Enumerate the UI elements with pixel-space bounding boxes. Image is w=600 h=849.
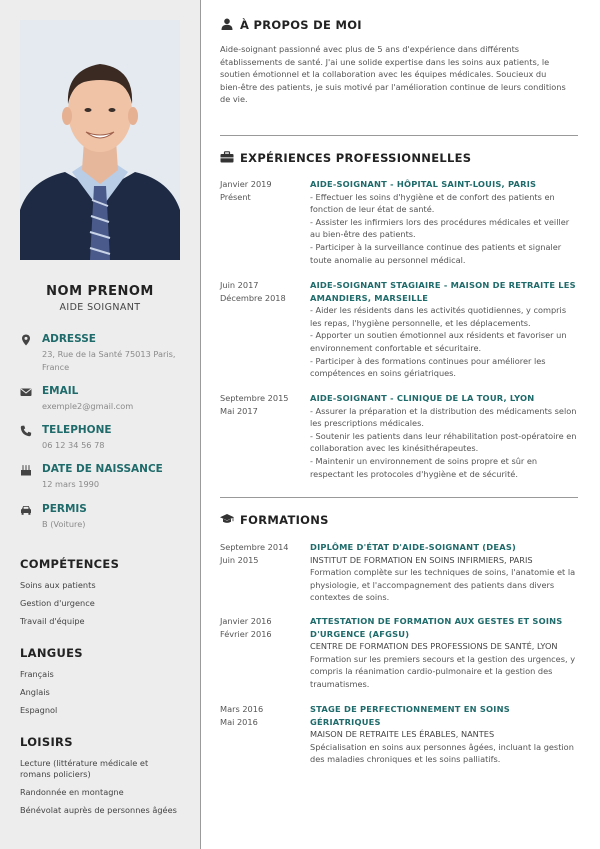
hobby-item: Randonnée en montagne: [20, 787, 124, 797]
experience-entry: [220, 279, 580, 384]
experience-entry: [220, 392, 580, 484]
entry-body: [310, 615, 580, 691]
entry-date-start: Janvier 2019: [220, 179, 272, 189]
entry-line: respectant les protocoles d'hygiène et de sécurité.: [310, 468, 518, 479]
about-line: établissements de santé. J'ai une solide expertise dans les soins aux patients, le: [220, 56, 550, 67]
column-divider: [200, 0, 201, 849]
contact-address-label: ADRESSE: [42, 333, 96, 345]
experience-entry: [220, 178, 580, 270]
entry-title: AIDE-SOIGNANT STAGIAIRE - MAISON DE RETRAITE LES: [310, 280, 576, 290]
experience-title-text: EXPÉRIENCES PROFESSIONNELLES: [240, 151, 472, 165]
skill-item: Travail d'équipe: [20, 616, 85, 626]
entry-line: - Assister les infirmiers lors des procédures médicales et veiller: [310, 216, 570, 227]
entry-line: les prescriptions médicales.: [310, 418, 424, 429]
profile-name: NOM PRENOM: [46, 284, 154, 299]
entry-line: les repas, l'hygiène personnelle, et les déplacements.: [310, 317, 531, 328]
entry-date-start: Septembre 2014: [220, 542, 289, 552]
entry-title: AIDE-SOIGNANT - HÔPITAL SAINT-LOUIS, PARIS: [310, 179, 537, 189]
entry-line: - Soutenir les patients dans leur réhabilitation post-opératoire en: [310, 430, 577, 441]
entry-line: contextes de soins.: [310, 592, 390, 603]
entry-line: fonction de leur état de santé.: [310, 204, 435, 215]
about-title-text: À PROPOS DE MOI: [240, 18, 362, 32]
contact-email-label: EMAIL: [42, 385, 79, 397]
entry-line: collaboration avec les kinésithérapeutes.: [310, 443, 479, 454]
entry-dates: [220, 392, 305, 417]
entry-line: Formation sur les premiers secours et la gestion des urgences, y: [310, 653, 576, 664]
contact-license-value: B (Voiture): [42, 519, 86, 529]
entry-date-start: Mars 2016: [220, 704, 264, 714]
entry-line: - Effectuer les soins d'hygiène et de confort des patients en: [310, 191, 555, 202]
entry-line: au bien-être des patients.: [310, 229, 416, 240]
entry-title: DIPLÔME D'ÉTAT D'AIDE-SOIGNANT (DEAS): [310, 542, 516, 552]
sidebar: [0, 0, 200, 849]
entry-line: - Maintenir un environnement de soins propre et sûr en: [310, 455, 538, 466]
entry-title: AMANDIERS, MARSEILLE: [310, 292, 429, 303]
entry-date-end: Juin 2015: [220, 554, 259, 565]
contact-birthdate-value: 12 mars 1990: [42, 479, 100, 489]
entry-title: ATTESTATION DE FORMATION AUX GESTES ET SOINS: [310, 616, 563, 626]
skill-item: Gestion d'urgence: [20, 598, 95, 608]
entry-dates: [220, 178, 305, 203]
location-pin-icon: [20, 334, 32, 346]
entry-body: [310, 703, 580, 766]
profile-photo: [20, 20, 180, 260]
contact-birthdate: [20, 463, 190, 491]
entry-dates: [220, 615, 305, 640]
entry-line: - Aider les résidents dans les activités quotidiennes, y compris: [310, 305, 567, 316]
contact-address: [20, 333, 190, 373]
entry-dates: [220, 541, 305, 566]
about-line: bien-être des patients, je suis motivé par l'amélioration continue de leurs conditions: [220, 81, 566, 92]
about-section-title: [220, 18, 362, 32]
entry-date-start: Janvier 2016: [220, 616, 272, 626]
entry-date-end: Février 2016: [220, 628, 272, 639]
entry-date-end: Mai 2017: [220, 405, 258, 416]
skills-title: COMPÉTENCES: [20, 557, 120, 571]
entry-body: [310, 541, 580, 604]
entry-line: - Participer à la surveillance continue des patients et signaler: [310, 241, 562, 252]
entry-title: AIDE-SOIGNANT - CLINIQUE DE LA TOUR, LYON: [310, 393, 535, 403]
contact-phone-value[interactable]: 06 12 34 56 78: [42, 440, 105, 450]
experience-section-title: [220, 151, 471, 165]
hobby-item: Lecture (littérature médicale et romans policiers): [20, 758, 149, 779]
section-divider: [220, 135, 578, 136]
entry-line: - Assurer la préparation et la distribution des médicaments selon: [310, 405, 577, 416]
car-icon: [20, 504, 32, 516]
about-line: soutien émotionnel et la collaboration avec les équipes médicales. Soucieux du: [220, 69, 547, 80]
contact-phone: [20, 424, 190, 452]
entry-institution: INSTITUT DE FORMATION EN SOINS INFIRMIERS, PARIS: [310, 554, 533, 565]
entry-date-end: Décembre 2018: [220, 292, 286, 303]
entry-body: [310, 279, 580, 380]
entry-line: physiologie, et l'accompagnement des patients dans divers: [310, 579, 555, 590]
entry-date-start: Septembre 2015: [220, 393, 289, 403]
entry-body: [310, 392, 580, 480]
hobby-item: Bénévolat auprès de personnes âgées: [20, 805, 177, 815]
graduation-cap-icon: [220, 513, 234, 525]
entry-institution: CENTRE DE FORMATION DES PROFESSIONS DE SANTÉ, LYON: [310, 641, 558, 652]
entry-line: traumatismes.: [310, 678, 370, 689]
entry-line: compris la réanimation cardio-pulmonaire et la gestion des: [310, 666, 553, 677]
section-divider: [220, 497, 578, 498]
entry-dates: [220, 279, 305, 304]
user-icon: [220, 18, 234, 30]
entry-date-start: Juin 2017: [220, 280, 259, 290]
entry-institution: MAISON DE RETRAITE LES ÉRABLES, NANTES: [310, 729, 495, 740]
phone-icon: [20, 425, 32, 437]
entry-line: - Participer à des formations continues pour améliorer les: [310, 355, 546, 366]
contact-birthdate-label: DATE DE NAISSANCE: [42, 463, 163, 475]
contact-address-value: 23, Rue de la Santé 75013 Paris, France: [42, 349, 176, 372]
contact-email: [20, 385, 190, 413]
about-line: de vie.: [220, 94, 248, 105]
profile-job-title: AIDE SOIGNANT: [59, 302, 141, 313]
education-section-title: [220, 513, 329, 527]
entry-title: D'URGENCE (AFGSU): [310, 628, 410, 639]
entry-line: compétences en soins gériatriques.: [310, 368, 457, 379]
languages-title: LANGUES: [20, 646, 83, 660]
contact-license-label: PERMIS: [42, 503, 87, 515]
entry-line: des maladies chroniques et les soins palliatifs.: [310, 754, 501, 765]
about-paragraph: [220, 43, 572, 106]
entry-title: STAGE DE PERFECTIONNEMENT EN SOINS GÉRIATRIQUES: [310, 704, 510, 727]
entry-line: Formation complète sur les techniques de soins, l'anatomie et la: [310, 567, 576, 578]
entry-date-end: Mai 2016: [220, 716, 258, 727]
education-entry: [220, 541, 580, 607]
language-item: Français: [20, 669, 54, 679]
entry-dates: [220, 703, 305, 728]
contact-email-value[interactable]: exemple2@gmail.com: [42, 401, 134, 411]
briefcase-icon: [220, 151, 234, 163]
envelope-icon: [20, 386, 32, 398]
education-title-text: FORMATIONS: [240, 513, 329, 527]
entry-date-end: Présent: [220, 191, 251, 202]
about-line: Aide-soignant passionné avec plus de 5 ans d'expérience dans différents: [220, 44, 520, 54]
entry-line: - Apporter un soutien émotionnel aux résidents et favoriser un: [310, 330, 567, 341]
hobbies-title: LOISIRS: [20, 735, 73, 749]
entry-line: toute anomalie au personnel médical.: [310, 254, 466, 265]
entry-body: [310, 178, 580, 266]
contact-phone-label: TELEPHONE: [42, 424, 112, 436]
entry-line: environnement confortable et sécuritaire.: [310, 342, 482, 353]
contact-license: [20, 503, 190, 531]
language-item: Anglais: [20, 687, 50, 697]
entry-line: Spécialisation en soins aux personnes âgées, incluant la gestion: [310, 741, 574, 752]
skill-item: Soins aux patients: [20, 580, 96, 590]
education-entry: [220, 703, 580, 765]
language-item: Espagnol: [20, 705, 58, 715]
birthday-cake-icon: [20, 464, 32, 476]
education-entry: [220, 615, 580, 695]
